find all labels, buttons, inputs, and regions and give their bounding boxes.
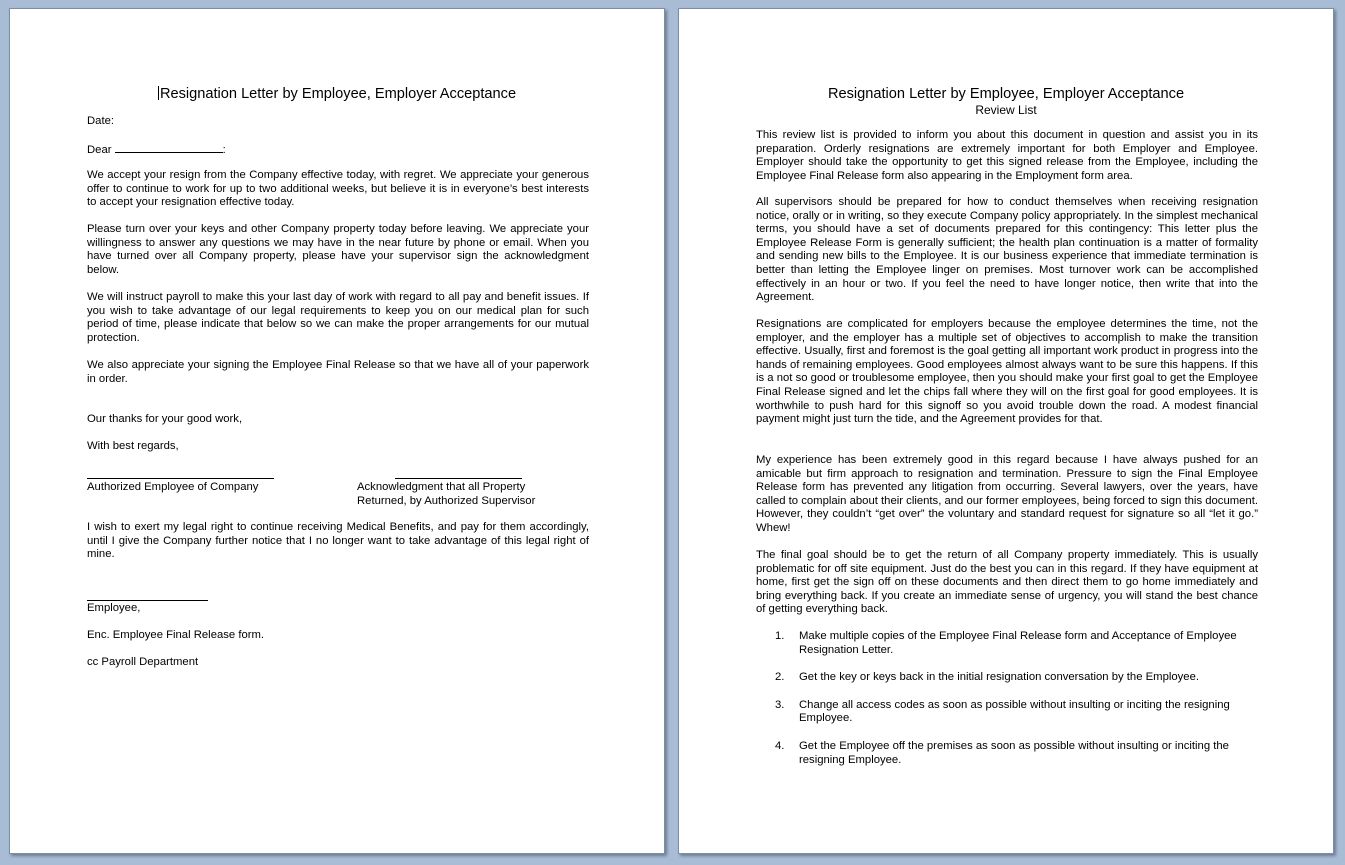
list-item-number: 4. bbox=[775, 739, 785, 752]
list-item bbox=[756, 671, 1258, 685]
paragraph-accept: We accept your resign from the Company effective today, with regret. We appreciate your generous offer to continue to work for up to two additional weeks, but believe it is in everyone’s best interests to accept your resignation effective today. bbox=[87, 169, 589, 209]
signature-line-employee bbox=[87, 600, 208, 601]
list-item-number: 2. bbox=[775, 671, 785, 684]
paragraph-keys: Please turn over your keys and other Company property today before leaving. We appreciate your willingness to answer any questions we may have in the near future by phone or email. When you have turned over all Company property, please have your supervisor sign the acknowledgment below. bbox=[87, 223, 589, 276]
list-item bbox=[756, 740, 1258, 767]
paragraph-complicated: Resignations are complicated for employers because the employee determines the time, not the employer, and the employer has a multiple set of objectives to accomplish to make the transition effective. Usually, first and foremost is the goal getting all important work product in progress into the hands of remaining employees. Good employees almost always want to be sure this happens. If this is a not so good or troublesome employee, then you should make your first goal to get the Employee Final Release signed and let the chips fall where they will on the first goal for good employees. It is worthwhile to push hard for this signoff so you avoid trouble down the road. A modest financial payment might just turn the tide, and the Agreement provides for that. bbox=[756, 318, 1258, 426]
dear-label: Dear bbox=[87, 144, 112, 156]
list-item bbox=[756, 630, 1258, 657]
signature-line-supervisor bbox=[395, 478, 522, 479]
paragraph-release: We also appreciate your signing the Employee Final Release so that we have all of your paperwork in order. bbox=[87, 359, 589, 385]
enclosure-line: Enc. Employee Final Release form. bbox=[87, 629, 265, 641]
cc-line: cc Payroll Department bbox=[87, 656, 199, 668]
list-item-text: Make multiple copies of the Employee Final Release form and Acceptance of Employee Resignation Letter. bbox=[799, 630, 1237, 656]
review-steps-list bbox=[756, 630, 1258, 781]
paragraph-payroll: We will instruct payroll to make this your last day of work with regard to all pay and benefit issues. If you wish to take advantage of our legal requirements to keep you on our medical plan for such period of time, please indicate that below so we can make the proper arrangements for our mutual protection. bbox=[87, 291, 589, 344]
date-label: Date: bbox=[87, 115, 115, 127]
dear-suffix: : bbox=[222, 144, 226, 156]
paragraph-medical: I wish to exert my legal right to continue receiving Medical Benefits, and pay for them accordingly, until I give the Company further notice that I no longer want to take advantage of this legal right of mine. bbox=[87, 521, 589, 561]
regards-line: With best regards, bbox=[87, 440, 179, 452]
salutation bbox=[87, 142, 226, 158]
thanks-line: Our thanks for your good work, bbox=[87, 413, 243, 425]
document-page-1[interactable] bbox=[9, 8, 665, 854]
paragraph-final-goal: The final goal should be to get the return of all Company property immediately. This is usually problematic for off site equipment. Just do the best you can in this regard. If they have equipment at home, first get the sign off on these documents and then direct them to go home immediately and bring everything back. If you create an immediate sense of urgency, you will stand the best chance of getting everything back. bbox=[756, 549, 1258, 616]
list-item-text: Change all access codes as soon as possible without insulting or inciting the resigning Employee. bbox=[799, 698, 1230, 725]
page-subtitle: Review List bbox=[975, 103, 1037, 117]
text-cursor bbox=[158, 86, 159, 100]
page-title: Resignation Letter by Employee, Employer Acceptance bbox=[159, 86, 517, 102]
list-item-text: Get the key or keys back in the initial resignation conversation by the Employee. bbox=[799, 671, 1199, 684]
paragraph-intro: This review list is provided to inform you about this document in question and assist you in its preparation. Orderly resignations are extremely important for both Employer and Employee. Employer should take the opportunity to get this signed release from the Employee, including the Employee Final Release form also appearing in the Employment form area. bbox=[756, 129, 1258, 182]
list-item-number: 1. bbox=[775, 630, 785, 642]
employee-label: Employee, bbox=[87, 602, 141, 614]
signature-label-employer: Authorized Employee of Company bbox=[87, 481, 259, 493]
recipient-blank bbox=[115, 142, 223, 153]
paragraph-experience: My experience has been extremely good in this regard because I have always pushed for an amicable but firm approach to resignation and termination. Pressure to sign the Final Employee Release form has prevented any litigation from occurring. Several lawyers, over the years, have called to complain about their clients, and our former employees, being forced to sign this document. However, they couldn’t “get over” the voluntary and standard request for signature so all “let it go.” Whew! bbox=[756, 454, 1258, 534]
signature-label-supervisor-1: Acknowledgment that all Property bbox=[357, 481, 526, 493]
signature-label-supervisor-2: Returned, by Authorized Supervisor bbox=[357, 495, 536, 507]
list-item-number: 3. bbox=[775, 698, 785, 711]
list-item-text: Get the Employee off the premises as soon as possible without insulting or inciting the resigning Employee. bbox=[799, 739, 1229, 766]
page-title: Resignation Letter by Employee, Employer Acceptance bbox=[827, 86, 1185, 102]
list-item bbox=[756, 699, 1258, 726]
document-page-2[interactable] bbox=[678, 8, 1334, 854]
signature-line-employer bbox=[87, 478, 274, 479]
paragraph-supervisors: All supervisors should be prepared for how to conduct themselves when receiving resignation notice, orally or in writing, so they execute Company policy appropriately. In the simplest mechanical terms, you should have a set of documents prepared for this contingency: This letter plus the Employee Release Form is generally sufficient; the health plan continuation is a matter of formality and sending new bills to the Employee. It is our business experience that immediate termination is better than letting the Employee linger on premises. Most turnover work can be accomplished effectively in an hour or two. If you feel the need to have longer notice, then write that into the Agreement. bbox=[756, 196, 1258, 304]
